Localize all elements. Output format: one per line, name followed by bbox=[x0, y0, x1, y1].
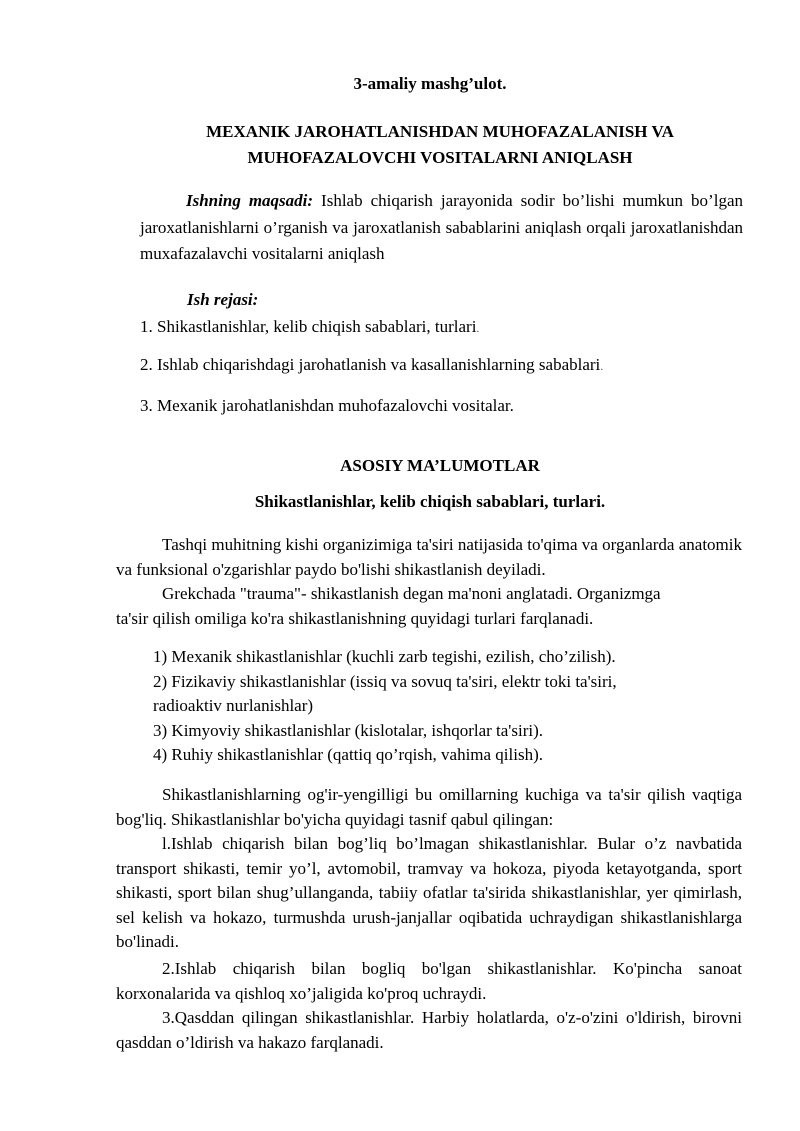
paragraph-classification: Shikastlanishlarning og'ir-yengilligi bu omillarning kuchiga va ta'sir qilish vaqtiga bog'liq. Shikastlanishlar bo'yicha quyidagi tasnif qabul qilingan: bbox=[116, 785, 742, 829]
goal-paragraph bbox=[140, 188, 743, 268]
lesson-number: 3-amaliy mashg’ulot. bbox=[353, 74, 507, 93]
plan-item-dot: . bbox=[476, 321, 480, 335]
list-item: 4) Ruhiy shikastlanishlar (qattiq qo’rqish, vahima qilish). bbox=[153, 745, 544, 764]
document-title bbox=[140, 119, 740, 171]
list-item: 2) Fizikaviy shikastlanishlar (issiq va sovuq ta'siri, elektr toki ta'siri, bbox=[153, 671, 617, 691]
list-item: 3) Kimyoviy shikastlanishlar (kislotalar, ishqorlar ta'siri). bbox=[153, 720, 544, 740]
plan-item-text: 2. Ishlab chiqarishdagi jarohatlanish va kasallanishlarning sabablari bbox=[140, 355, 601, 374]
plan-item bbox=[140, 396, 514, 416]
plan-item-text: 3. Mexanik jarohatlanishdan muhofazalovchi vositalar. bbox=[140, 396, 514, 415]
goal-text: Ishlab chiqarish jarayonida sodir bo’lishi mumkun bo’lgan jaroxatlanishlarni o’rganish va jaroxatlanish sabablarini aniqlash orqali jaroxatlanishdan muxafazalavchi vositalarni aniqlash bbox=[140, 191, 743, 263]
plan-item-dot: . bbox=[600, 359, 604, 373]
paragraph-work-injuries: 2.Ishlab chiqarish bilan bogliq bo'lgan shikastlanishlar. Ko'pincha sanoat korxonalarida va qishloq xo’jaligida ko'proq uchraydi. bbox=[116, 959, 742, 1003]
paragraph-non-work-injuries: l.Ishlab chiqarish bilan bog’liq bo’lmagan shikastlanishlar. Bular o’z navbatida transport shikasti, temir yo’l, avtomobil, tramvay va hokoza, piyoda ketayotganda, sport shikasti, sport bilan shug’ullanganda, tabiiy ofatlar ta'sirida shikastlanishlar, yer qimirlash, sel kelish va hokazo, turmushda urush-janjallar oqibatida uchraydigan shikastlanishlarga bo'linadi. bbox=[116, 834, 742, 951]
plan-label: Ish rejasi: bbox=[187, 290, 259, 309]
plan-item-text: 1. Shikastlanishlar, kelib chiqish sabablari, turlari bbox=[140, 317, 477, 336]
paragraph-trauma bbox=[116, 582, 742, 631]
paragraph-line: Grekchada "trauma"- shikastlanish degan ma'noni anglatadi. Organizmga bbox=[162, 584, 661, 603]
injury-types-list bbox=[153, 645, 713, 768]
list-item: 1) Mexanik shikastlanishlar (kuchli zarb tegishi, ezilish, cho’zilish). bbox=[153, 647, 616, 666]
plan-item bbox=[140, 355, 603, 375]
goal-label: Ishning maqsadi: bbox=[186, 191, 314, 210]
list-item: radioaktiv nurlanishlar) bbox=[153, 696, 314, 715]
subsection-heading: Shikastlanishlar, kelib chiqish sabablari, turlari. bbox=[254, 492, 606, 511]
title-line-1: MEXANIK JAROHATLANISHDAN MUHOFAZALANISH VA bbox=[206, 122, 674, 141]
plan-item bbox=[140, 317, 479, 337]
paragraph-intentional-injuries: 3.Qasddan qilingan shikastlanishlar. Harbiy holatlarda, o'z-o'zini o'ldirish, birovni qasddan o’ldirish va hakazo farqlanadi. bbox=[116, 1008, 742, 1052]
paragraph-definition: Tashqi muhitning kishi organizimiga ta'siri natijasida to'qima va organlarda anatomik va funksional o'zgarishlar paydo bo'lishi shikastlanish deyiladi. bbox=[116, 535, 742, 579]
section-heading: ASOSIY MA’LUMOTLAR bbox=[340, 456, 540, 475]
paragraph-line: ta'sir qilish omiliga ko'ra shikastlanishning quyidagi turlari farqlanadi. bbox=[116, 608, 594, 628]
title-line-2: MUHOFAZALOVCHI VOSITALARNI ANIQLASH bbox=[247, 148, 633, 167]
